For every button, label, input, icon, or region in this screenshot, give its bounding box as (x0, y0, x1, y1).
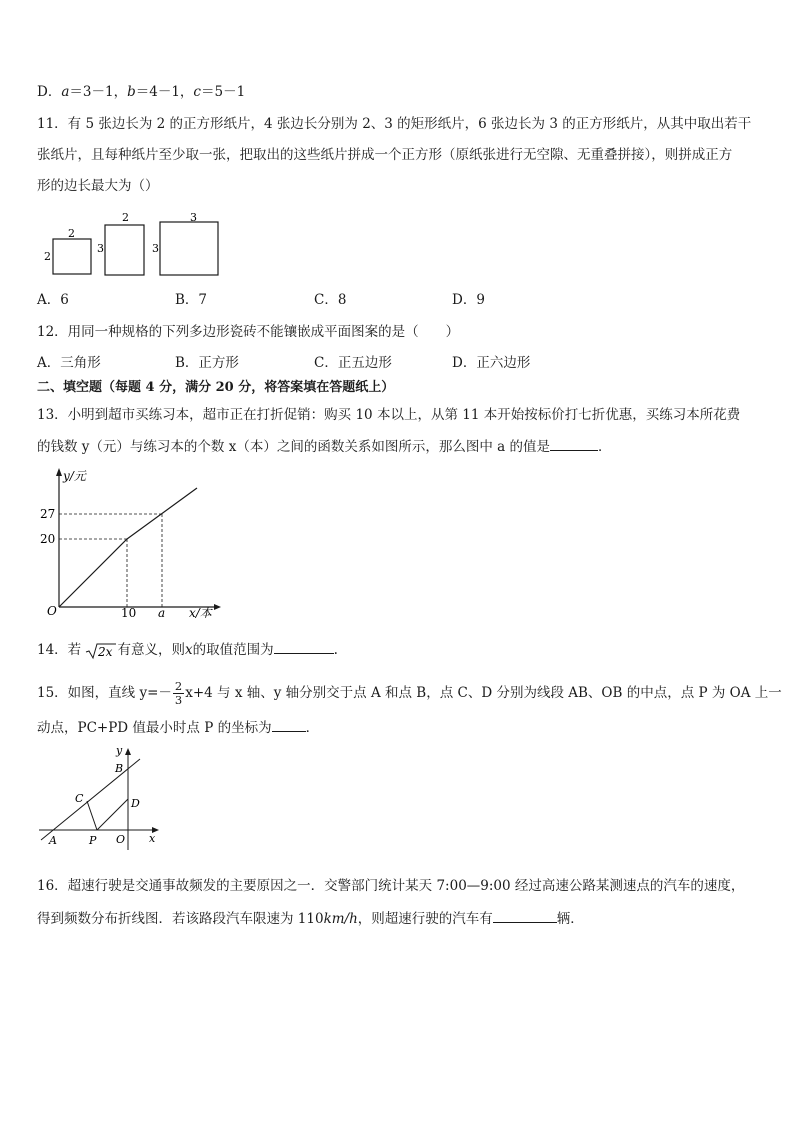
q12-stem: 12．用同一种规格的下列多边形瓷砖不能镶嵌成平面图案的是（ ） (37, 324, 460, 340)
q13-line-2: 的钱数 y（元）与练习本的个数 x（本）之间的函数关系如图所示，那么图中 a 的值是 ． (37, 436, 611, 457)
sq3-left-label: 3 (152, 242, 159, 255)
q15-figure (37, 742, 167, 852)
label-c: C (75, 792, 84, 805)
sq2-top-label: 2 (68, 227, 75, 240)
q10-option-d: D．a＝3－1，b＝4－1，c＝5－1 (37, 84, 246, 100)
line-ab (41, 759, 140, 840)
rect-left-label: 3 (97, 242, 104, 255)
y-tick-20: 20 (40, 532, 56, 546)
y-axis-arrow (56, 468, 62, 476)
label-p: P (89, 834, 97, 847)
q15-line-1: 15．如图，直线 y=－ $\frac{2}{3}$ x+4 与 x 轴、y 轴分别交于点 A 和点 B，点 C、D 分别为线段 AB、OB 的中点，点 P 为 OA 上一 (37, 679, 782, 707)
rect-top-label: 2 (122, 211, 129, 224)
q11-line-2: 张纸片，且每种纸片至少取一张，把取出的这些纸片拼成一个正方形（原纸张进行无空隙、无重叠拼接），则拼成正方 (37, 147, 733, 163)
square-3x3 (160, 222, 218, 275)
square-2x2 (53, 239, 91, 274)
x-tick-a: a (158, 606, 166, 620)
q14-answer-blank[interactable] (274, 639, 334, 654)
q11-line-1: 11．有 5 张边长为 2 的正方形纸片，4 张边长分别为 2、3 的矩形纸片，6 张边长为 3 的正方形纸片，从其中取出若干 (37, 116, 752, 132)
q15-line-2: 动点，PC+PD 值最小时点 P 的坐标为 ． (37, 717, 319, 738)
q11-option-b: B．7 (175, 292, 208, 308)
q12-option-d: D．正六边形 (452, 355, 531, 371)
sqrt-expression (85, 641, 117, 661)
label-d: D (131, 797, 140, 810)
q13-chart (37, 462, 237, 624)
label-y: y (116, 744, 123, 757)
label-x: x (149, 832, 156, 845)
q14-line: 14．若 2x 有意义，则x的取值范围为 . (37, 639, 338, 661)
label-b: B (115, 762, 124, 775)
q11-figure (37, 205, 237, 285)
q12-option-b: B．正方形 (175, 355, 239, 371)
q13-answer-blank[interactable] (550, 436, 598, 451)
label-o: O (116, 833, 126, 846)
function-line (59, 488, 197, 607)
radicand: 2x (98, 645, 113, 659)
sq3-top-label: 3 (190, 211, 197, 224)
q11-line-3: 形的边长最大为（） (37, 178, 159, 194)
q11-option-c: C．8 (314, 292, 347, 308)
y-tick-27: 27 (40, 507, 56, 521)
x-tick-10: 10 (121, 606, 137, 620)
segment-pc (87, 801, 97, 830)
label-a: A (49, 834, 57, 847)
y-axis-label: y/元 (63, 469, 86, 483)
segment-pd (97, 799, 128, 830)
q11-option-d: D．9 (452, 292, 485, 308)
q11-option-a: A．6 (37, 292, 69, 308)
q13-line-1: 13．小明到超市买练习本，超市正在打折促销：购买 10 本以上，从第 11 本开始按标价打七折优惠，买练习本所花费 (37, 407, 741, 423)
q16-line-2: 得到频数分布折线图．若该路段汽车限速为 110km/h，则超速行驶的汽车有 辆． (37, 908, 584, 929)
q12-option-a: A．三角形 (37, 355, 101, 371)
x-axis-arrow (214, 604, 221, 610)
q16-answer-blank[interactable] (493, 908, 557, 923)
x-axis-label: x/本 (189, 606, 212, 620)
q15-answer-blank[interactable] (272, 717, 306, 732)
section-heading: 二、填空题（每题 4 分，满分 20 分，将答案填在答题纸上） (37, 380, 395, 395)
q12-option-c: C．正五边形 (314, 355, 392, 371)
q16-line-1: 16．超速行驶是交通事故频发的主要原因之一．交警部门统计某天 7:00—9:00 经过高速公路某测速点的汽车的速度， (37, 878, 745, 894)
fraction-two-thirds: $\frac{2}{3}$ (174, 679, 183, 707)
origin-label: O (47, 604, 57, 618)
sq2-left-label: 2 (44, 250, 51, 263)
y-axis-arrow (125, 748, 131, 755)
rect-2x3 (105, 225, 144, 275)
